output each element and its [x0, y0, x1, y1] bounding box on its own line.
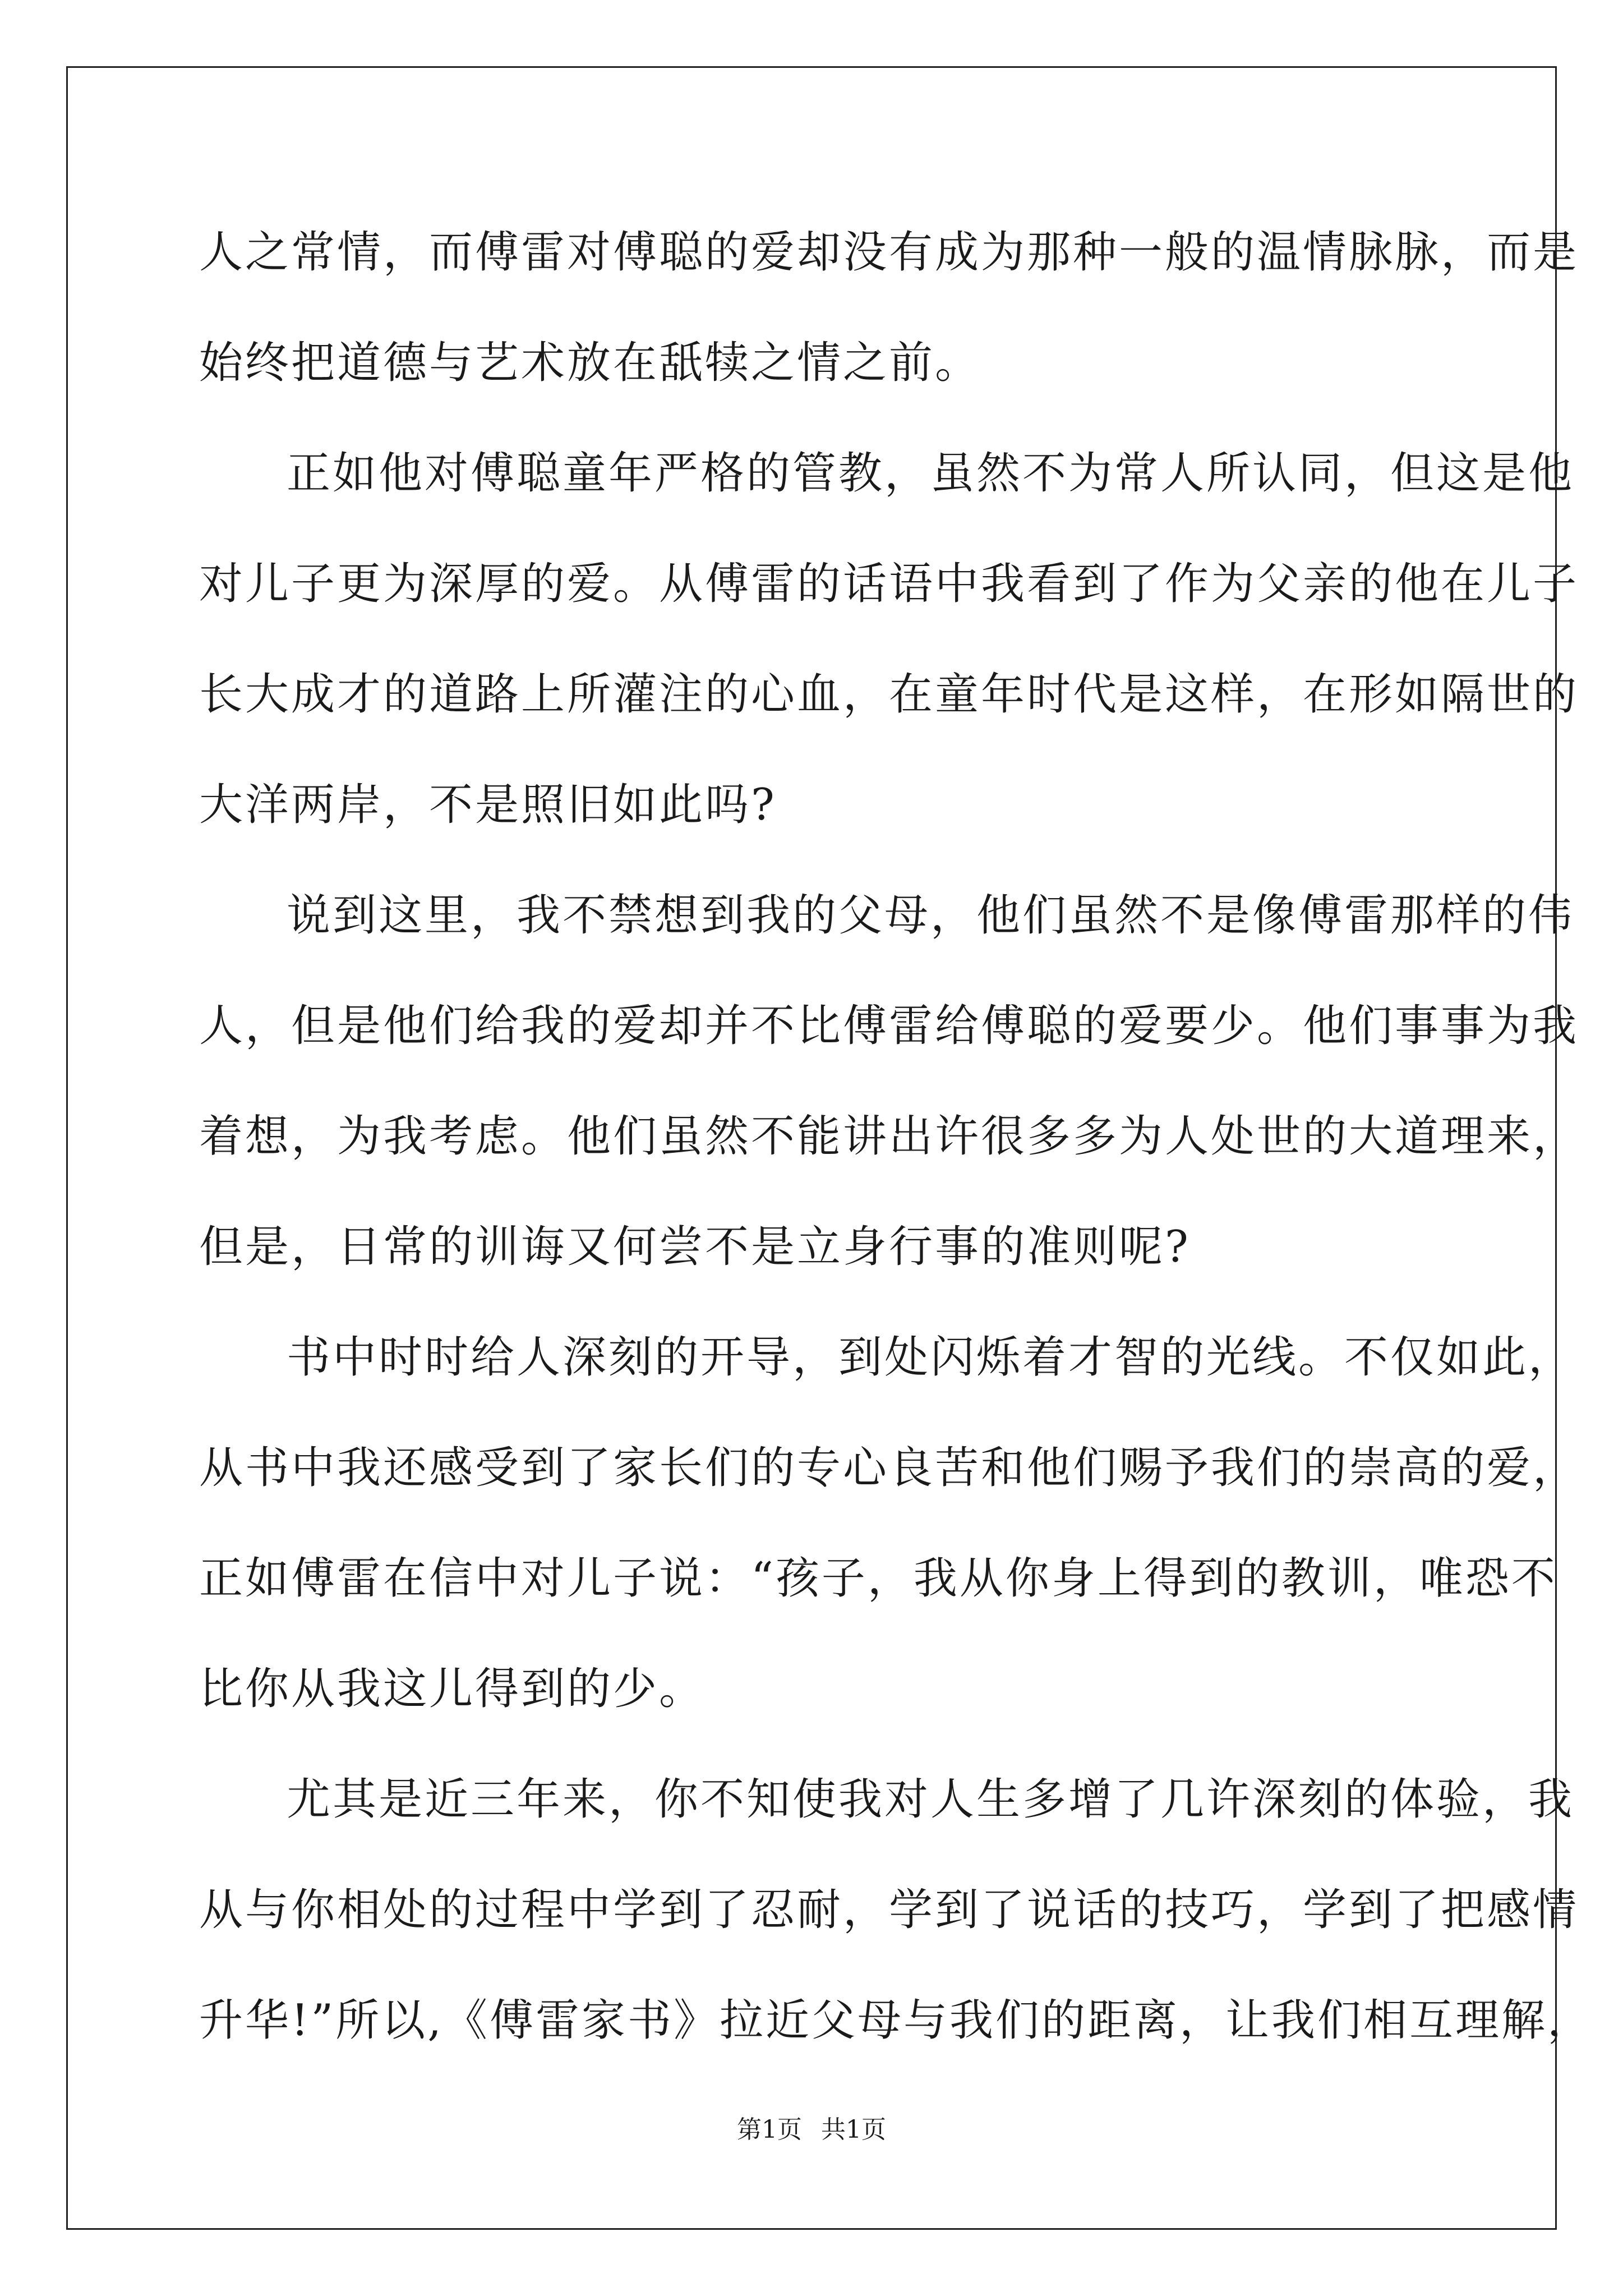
- text-line: 对儿子更为深厚的爱。从傅雷的话语中我看到了作为父亲的他在儿子: [199, 559, 1579, 609]
- text-line: 但是，日常的训诲又何尝不是立身行事的准则呢?: [199, 1222, 1191, 1272]
- text-line: 人，但是他们给我的爱却并不比傅雷给傅聪的爱要少。他们事事为我: [199, 1001, 1579, 1051]
- text-line: 人之常情，而傅雷对傅聪的爱却没有成为那种一般的温情脉脉，而是: [199, 227, 1579, 278]
- text-line: 着想，为我考虑。他们虽然不能讲出许很多多为人处世的大道理来，: [199, 1111, 1579, 1162]
- text-line: 始终把道德与艺术放在舐犊之情之前。: [199, 338, 981, 388]
- text-line: 升华!”所以,《傅雷家书》拉近父母与我们的距离，让我们相互理解，: [199, 1995, 1594, 2046]
- text-line: 尤其是近三年来，你不知使我对人生多增了几许深刻的体验，我: [287, 1774, 1575, 1825]
- text-line: 比你从我这儿得到的少。: [199, 1664, 706, 1714]
- text-line: 书中时时给人深刻的开导，到处闪烁着才智的光线。不仅如此，: [287, 1332, 1575, 1383]
- text-line: 大洋两岸，不是照旧如此吗?: [199, 780, 777, 830]
- text-line: 说到这里，我不禁想到我的父母，他们虽然不是像傅雷那样的伟: [287, 890, 1575, 941]
- page-number-footer: 第1页 共1页: [737, 2115, 886, 2144]
- text-line: 从与你相处的过程中学到了忍耐，学到了说话的技巧，学到了把感情: [199, 1885, 1579, 1935]
- text-line: 正如他对傅聪童年严格的管教，虽然不为常人所认同，但这是他: [287, 448, 1575, 499]
- document-body: [199, 197, 1594, 2076]
- text-line: 长大成才的道路上所灌注的心血，在童年时代是这样，在形如隔世的: [199, 669, 1579, 720]
- text-line: 从书中我还感受到了家长们的专心良苦和他们赐予我们的崇高的爱，: [199, 1443, 1579, 1493]
- text-line: 正如傅雷在信中对儿子说：“孩子，我从你身上得到的教训，唯恐不: [199, 1553, 1557, 1604]
